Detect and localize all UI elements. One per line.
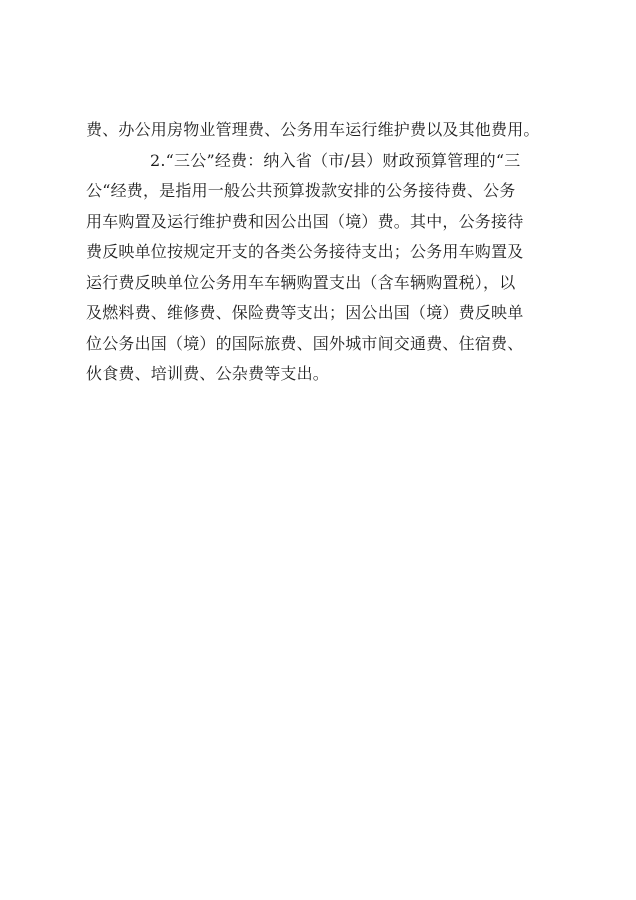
text-line: 费、办公用房物业管理费、公务用车运行维护费以及其他费用。	[86, 120, 540, 139]
text-line: 费反映单位按规定开支的各类公务接待支出；公务用车购置及	[86, 242, 524, 261]
text-line: 运行费反映单位公务用车车辆购置支出（含车辆购置税），以	[86, 272, 516, 292]
text-line: 用车购置及运行维护费和因公出国（境）费。其中，公务接待	[86, 211, 524, 231]
text-line: 公“经费，是指用一般公共预算拨款安排的公务接待费、公务	[86, 181, 516, 200]
body-text	[86, 115, 556, 390]
text-line: 伙食费、培训费、公杂费等支出。	[86, 364, 330, 383]
text-line: 位公务出国（境）的国际旅费、国外城市间交通费、住宿费、	[86, 333, 524, 353]
text-line-item-2-start: 2.“三公”经费：纳入省（市/县）财政预算管理的“三	[150, 150, 521, 170]
text-line: 及燃料费、维修费、保险费等支出；因公出国（境）费反映单	[86, 303, 524, 322]
